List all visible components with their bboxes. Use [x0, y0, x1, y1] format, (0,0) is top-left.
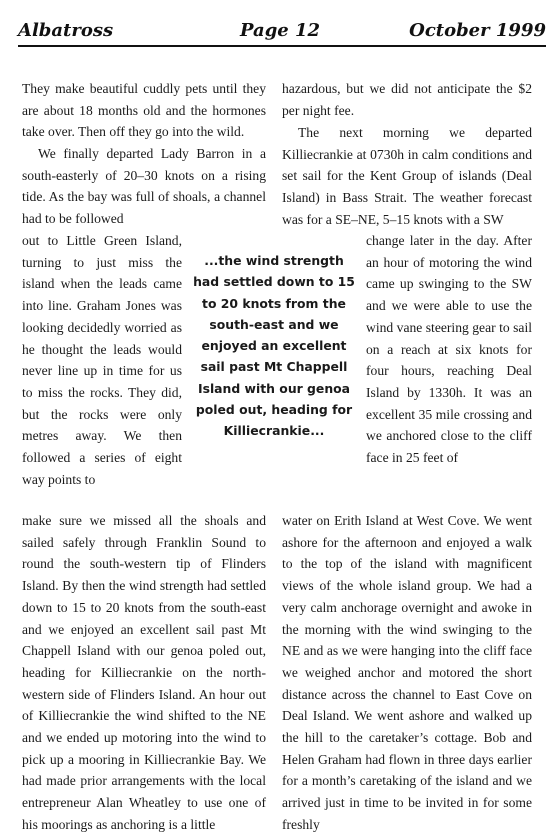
header-rule [18, 45, 546, 47]
left-col-paragraph-2-wrap: out to Little Green Island, turning to just miss the island when the leads came into line. Graham Jones was looking decidedly worried as he thought the leads would never line up in time for us to miss the rocks. They did, but the rocks were only metres away. We then followed a series of eight way points to [22, 233, 182, 487]
right-col-paragraph-2-top: The next morning we departed Killiecrankie at 0730h in calm conditions and set sail for the Kent Group of islands (Deal Island) in Bass Strait. The weather forecast was for a SE–NE, 5–15 knots with a SW [282, 125, 532, 227]
right-col-paragraph-1: hazardous, but we did not anticipate the $2 per night fee. [282, 81, 532, 118]
page-number: Page 12 [240, 20, 321, 41]
issue-date: October 1999 [409, 20, 546, 41]
right-col-paragraph-2-wrap: change later in the day. After an hour of motoring the wind came up swinging to the SW and we were able to use the wind vane steering gear to sail on a reach at six knots for four hours, reaching Deal Island by 1330h. It was an excellent 35 mile crossing and we anchored close to the cliff face in 25 feet of [366, 233, 532, 466]
left-col-paragraph-2-top: We finally departed Lady Barron in a south-easterly of 20–30 knots on a rising tide. As the bay was full of shoals, a channel had to be followed [22, 146, 266, 227]
pull-quote-text: ...the wind strength had settled down to 15 to 20 knots from the south-east and we enjoyed an excellent sail past Mt Chappell Island with our genoa poled out, heading for Killiecrankie... [193, 253, 355, 439]
page-header [18, 18, 546, 46]
left-col-paragraph-1: They make beautiful cuddly pets until they are about 18 months old and the hormones take over. Then off they go into the wild. [22, 81, 266, 140]
right-col-paragraph-2-bottom: water on Erith Island at West Cove. We went ashore for the afternoon and enjoyed a walk to the top of the island with magnificent views of the whole island group. We had a very calm anchorage overnight and awoke in the morning with the wind swinging to the NE and as we were hanging into the cliff face we weighed anchor and motored the short distance across the channel to East Cove on Deal Island. We went ashore and walked up the hill to the caretaker’s cottage. Bob and Helen Graham had flown in three days earlier for a month’s caretaking of the island and we arrived just in time to be invited in for some freshly [282, 513, 532, 832]
pull-quote [190, 250, 358, 475]
publication-title: Albatross [18, 20, 114, 41]
left-col-paragraph-2-bottom: make sure we missed all the shoals and sailed safely through Franklin Sound to round the south-western tip of Flinders Island. By then the wind strength had settled down to 15 to 20 knots from the south-east and we enjoyed an excellent sail past Mt Chappell Island with our genoa poled out, heading for Killiecrankie on the north-western side of Flinders Island. An hour out of Killiecrankie the wind shifted to the NE and we ended up motoring into the wind to pick up a mooring in Killiecrankie Bay. We had made prior arrangements with the local entrepreneur Alan Wheatley to use one of his moorings as anchoring is a little [22, 513, 266, 832]
